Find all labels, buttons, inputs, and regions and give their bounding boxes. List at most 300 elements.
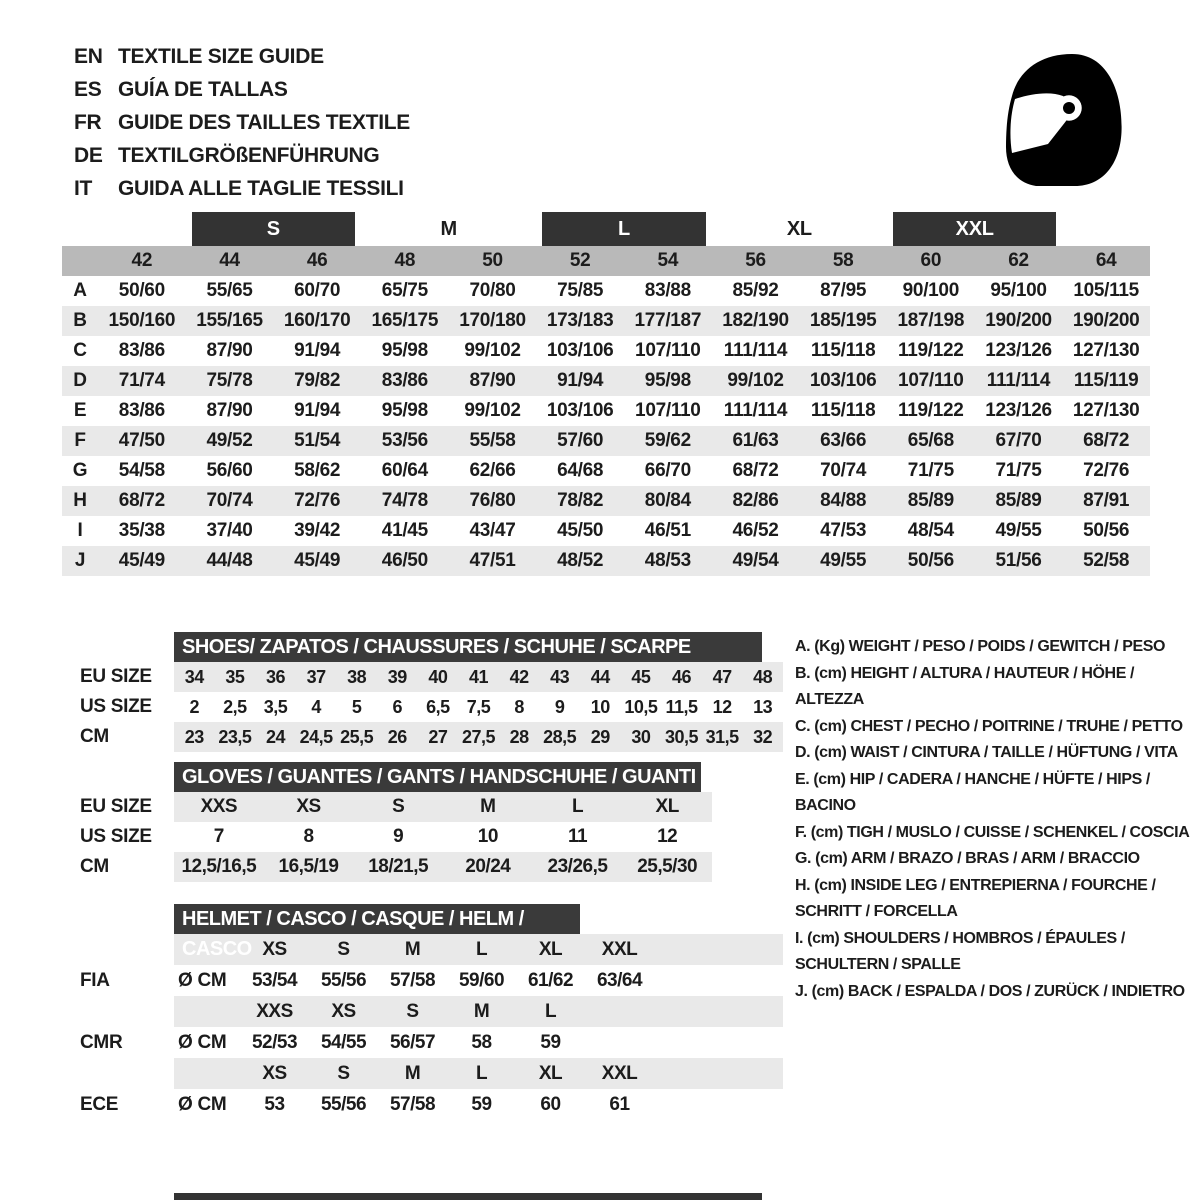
language-code: IT bbox=[74, 177, 93, 200]
helmet-size-value: M bbox=[473, 1000, 490, 1022]
helmet-size-value: M bbox=[404, 938, 421, 960]
helmet-size-value: XXS bbox=[256, 1000, 293, 1022]
measurement-value: 84/88 bbox=[820, 490, 867, 511]
shoes-size-value: 28 bbox=[509, 726, 529, 747]
measurement-value: 59/62 bbox=[644, 430, 691, 451]
measurement-value: 71/75 bbox=[907, 460, 954, 481]
helmet-size-value: 59/60 bbox=[458, 969, 505, 991]
measurement-value: 37/40 bbox=[206, 520, 253, 541]
measurement-value: 47/51 bbox=[469, 550, 516, 571]
measurement-value: 103/106 bbox=[546, 340, 614, 361]
shoes-size-value: 34 bbox=[184, 666, 204, 687]
language-row bbox=[74, 106, 410, 139]
measurement-value: 85/89 bbox=[907, 490, 954, 511]
numeric-size: 42 bbox=[131, 250, 153, 271]
helmet-row-label bbox=[62, 1058, 174, 1089]
helmet-row bbox=[62, 1027, 783, 1058]
measurement-row bbox=[62, 516, 1150, 546]
measurement-value: 46/52 bbox=[732, 520, 779, 541]
helmet-row bbox=[62, 934, 783, 965]
measurement-value: 87/90 bbox=[469, 370, 516, 391]
measurement-row bbox=[62, 366, 1150, 396]
measurement-value: 115/118 bbox=[810, 400, 876, 421]
shoes-size-value: 38 bbox=[347, 666, 367, 687]
measurement-value: 119/122 bbox=[898, 340, 964, 361]
gloves-row-label: US SIZE bbox=[62, 822, 174, 852]
gloves-size-value: XL bbox=[655, 796, 679, 817]
gloves-size-value: 23/26,5 bbox=[547, 856, 608, 877]
legend-item: A. (Kg) WEIGHT / PESO / POIDS / GEWITCH / PESO bbox=[795, 638, 1166, 655]
helmet-size-value: XS bbox=[262, 1062, 287, 1084]
measurement-value: 83/86 bbox=[118, 400, 165, 421]
gloves-row-label: CM bbox=[62, 852, 174, 882]
helmet-title-bar: HELMET / CASCO / CASQUE / HELM / CASCO bbox=[174, 904, 580, 934]
numeric-size: 62 bbox=[1008, 250, 1029, 271]
measurement-rows bbox=[62, 276, 1150, 576]
gloves-size-value: 12 bbox=[657, 826, 678, 847]
gloves-size-value: 20/24 bbox=[465, 856, 511, 877]
measurement-value: 115/119 bbox=[1073, 370, 1139, 391]
helmet-size-value: 57/58 bbox=[389, 969, 436, 991]
racing-helmet-icon bbox=[982, 36, 1132, 198]
shoes-table bbox=[62, 632, 783, 752]
measurement-row-label: A bbox=[73, 280, 87, 301]
shoes-size-value: 36 bbox=[265, 666, 285, 687]
shoes-row bbox=[62, 722, 783, 752]
measurement-value: 111/114 bbox=[723, 400, 788, 421]
gloves-size-value: XS bbox=[296, 796, 321, 817]
helmet-size-value: L bbox=[475, 1062, 488, 1084]
measurement-value: 68/72 bbox=[1083, 430, 1130, 451]
measurement-row-label: I bbox=[77, 520, 83, 541]
measurement-row bbox=[62, 396, 1150, 426]
measurement-value: 53/56 bbox=[381, 430, 428, 451]
measurement-value: 103/106 bbox=[546, 400, 614, 421]
measurement-row bbox=[62, 486, 1150, 516]
helmet-size-value: 53/54 bbox=[251, 969, 298, 991]
measurement-value: 66/70 bbox=[644, 460, 691, 481]
shoes-size-value: 47 bbox=[712, 666, 732, 687]
shoes-size-value: 5 bbox=[351, 696, 362, 717]
gloves-row bbox=[62, 792, 712, 822]
shoes-size-value: 10 bbox=[590, 696, 610, 717]
shoes-size-value: 9 bbox=[554, 696, 565, 717]
size-band-s: S bbox=[192, 212, 355, 246]
shoes-size-value: 35 bbox=[225, 666, 245, 687]
measurement-value: 119/122 bbox=[898, 400, 964, 421]
measurement-value: 83/86 bbox=[381, 370, 428, 391]
gloves-size-value: XXS bbox=[200, 796, 238, 817]
shoes-size-value: 27,5 bbox=[461, 726, 496, 747]
measurement-value: 91/94 bbox=[294, 400, 341, 421]
measurement-value: 127/130 bbox=[1072, 400, 1140, 421]
measurement-value: 123/126 bbox=[985, 340, 1052, 361]
measurement-value: 111/114 bbox=[723, 340, 788, 361]
lower-section bbox=[0, 632, 1200, 1120]
measurement-value: 51/54 bbox=[294, 430, 341, 451]
legend-item: I. (cm) SHOULDERS / HOMBROS / ÉPAULES / SCHULTERN / SPALLE bbox=[795, 929, 1125, 973]
shoes-size-value: 25,5 bbox=[340, 726, 374, 747]
measurement-value: 123/126 bbox=[985, 400, 1052, 421]
measurement-value: 190/200 bbox=[985, 310, 1052, 331]
measurement-row bbox=[62, 546, 1150, 576]
shoes-size-value: 28,5 bbox=[543, 726, 577, 747]
measurement-value: 107/110 bbox=[898, 370, 964, 391]
measurement-value: 50/56 bbox=[907, 550, 954, 571]
measurement-value: 87/91 bbox=[1083, 490, 1130, 511]
helmet-row bbox=[62, 965, 783, 996]
helmet-size-value: L bbox=[544, 1000, 557, 1022]
measurement-value: 82/86 bbox=[732, 490, 779, 511]
measurement-legend bbox=[795, 634, 1200, 1120]
measurement-value: 70/74 bbox=[206, 490, 253, 511]
measurement-value: 68/72 bbox=[118, 490, 165, 511]
helmet-size-value: 58 bbox=[471, 1031, 492, 1053]
gloves-size-value: 7 bbox=[213, 826, 224, 847]
measurement-value: 80/84 bbox=[644, 490, 691, 511]
measurement-value: 49/54 bbox=[732, 550, 779, 571]
helmet-size-value: L bbox=[475, 938, 488, 960]
measurement-value: 65/75 bbox=[381, 280, 428, 301]
measurement-value: 44/48 bbox=[206, 550, 253, 571]
measurement-value: 115/118 bbox=[810, 340, 876, 361]
cropped-section-bar bbox=[174, 1193, 762, 1200]
measurement-value: 63/66 bbox=[820, 430, 867, 451]
helmet-size-value: S bbox=[406, 1000, 419, 1022]
language-row bbox=[74, 139, 410, 172]
measurement-value: 45/49 bbox=[294, 550, 341, 571]
size-band-row bbox=[62, 212, 1150, 246]
shoes-size-value: 37 bbox=[306, 666, 326, 687]
shoes-size-value: 10,5 bbox=[624, 696, 658, 717]
measurement-value: 87/95 bbox=[820, 280, 867, 301]
numeric-size: 58 bbox=[832, 250, 854, 271]
measurement-value: 99/102 bbox=[727, 370, 784, 391]
helmet-size-value: XL bbox=[538, 1062, 563, 1084]
language-code: DE bbox=[74, 144, 103, 167]
measurement-value: 90/100 bbox=[902, 280, 959, 301]
shoes-size-value: 23,5 bbox=[218, 726, 252, 747]
language-row bbox=[74, 172, 410, 205]
helmet-size-value: XL bbox=[538, 938, 563, 960]
helmet-table bbox=[62, 904, 783, 1120]
helmet-size-value: 55/56 bbox=[320, 1093, 367, 1115]
measurement-value: 47/50 bbox=[118, 430, 165, 451]
measurement-row-label: J bbox=[74, 550, 86, 571]
measurement-value: 51/56 bbox=[995, 550, 1042, 571]
measurement-value: 185/195 bbox=[809, 310, 877, 331]
measurement-row-label: D bbox=[73, 370, 87, 391]
size-band-xxl: XXL bbox=[893, 212, 1056, 246]
helmet-size-value: 52/53 bbox=[251, 1031, 298, 1053]
measurement-value: 64/68 bbox=[557, 460, 604, 481]
shoes-size-value: 11,5 bbox=[665, 696, 698, 717]
measurement-row-label: C bbox=[73, 340, 87, 361]
gloves-size-value: 10 bbox=[477, 826, 498, 847]
helmet-size-value: 57/58 bbox=[389, 1093, 436, 1115]
measurement-value: 187/198 bbox=[897, 310, 965, 331]
measurement-value: 46/51 bbox=[644, 520, 691, 541]
measurement-value: 48/52 bbox=[557, 550, 604, 571]
measurement-value: 160/170 bbox=[283, 310, 351, 331]
helmet-size-value: M bbox=[404, 1062, 421, 1084]
measurement-value: 72/76 bbox=[1083, 460, 1130, 481]
shoes-row-label: EU SIZE bbox=[62, 662, 174, 692]
measurement-value: 95/98 bbox=[381, 400, 428, 421]
helmet-size-value: XS bbox=[331, 1000, 356, 1022]
shoes-row bbox=[62, 692, 783, 722]
helmet-size-value: 63/64 bbox=[596, 969, 643, 991]
measurement-value: 74/78 bbox=[381, 490, 428, 511]
measurement-value: 57/60 bbox=[557, 430, 604, 451]
measurement-value: 95/100 bbox=[990, 280, 1047, 301]
shoes-size-value: 6 bbox=[392, 696, 403, 717]
measurement-value: 76/80 bbox=[469, 490, 516, 511]
helmet-size-value: 61 bbox=[609, 1093, 630, 1115]
language-row bbox=[74, 40, 410, 73]
measurement-value: 45/50 bbox=[557, 520, 604, 541]
shoes-size-value: 32 bbox=[753, 726, 773, 747]
numeric-size: 44 bbox=[219, 250, 240, 271]
measurement-value: 83/86 bbox=[118, 340, 165, 361]
shoes-size-value: 31,5 bbox=[705, 726, 739, 747]
measurement-value: 70/80 bbox=[469, 280, 516, 301]
measurement-value: 190/200 bbox=[1072, 310, 1140, 331]
language-title: GUÍA DE TALLAS bbox=[118, 78, 288, 101]
gloves-size-value: 8 bbox=[303, 826, 314, 847]
measurement-value: 43/47 bbox=[469, 520, 516, 541]
measurement-value: 95/98 bbox=[644, 370, 691, 391]
measurement-value: 87/90 bbox=[206, 400, 253, 421]
numeric-size: 52 bbox=[569, 250, 591, 271]
helmet-size-value: XS bbox=[262, 938, 287, 960]
language-code: EN bbox=[74, 45, 103, 68]
measurement-row-label: G bbox=[72, 460, 88, 481]
measurement-value: 170/180 bbox=[459, 310, 526, 331]
shoes-size-value: 48 bbox=[753, 666, 773, 687]
measurement-row bbox=[62, 336, 1150, 366]
measurement-value: 50/60 bbox=[118, 280, 165, 301]
shoes-row bbox=[62, 662, 783, 692]
helmet-row-label: ECE bbox=[62, 1089, 174, 1120]
helmet-size-value: 60 bbox=[540, 1093, 561, 1115]
helmet-size-value: XXL bbox=[601, 1062, 638, 1084]
legend-item: D. (cm) WAIST / CINTURA / TAILLE / HÜFTUNG / VITA bbox=[795, 744, 1178, 761]
measurement-value: 173/183 bbox=[546, 310, 614, 331]
helmet-size-value: 55/56 bbox=[320, 969, 367, 991]
measurement-value: 95/98 bbox=[381, 340, 428, 361]
measurement-value: 70/74 bbox=[820, 460, 867, 481]
gloves-row bbox=[62, 852, 712, 882]
shoes-size-value: 7,5 bbox=[466, 696, 491, 717]
shoes-size-value: 29 bbox=[590, 726, 610, 747]
gloves-size-value: 12,5/16,5 bbox=[181, 856, 257, 877]
shoes-size-value: 2,5 bbox=[223, 696, 247, 717]
shoes-size-value: 24 bbox=[265, 726, 285, 747]
helmet-size-value: 59 bbox=[540, 1031, 561, 1053]
measurement-value: 35/38 bbox=[118, 520, 165, 541]
measurement-value: 182/190 bbox=[722, 310, 789, 331]
gloves-size-value: 18/21,5 bbox=[368, 856, 429, 877]
measurement-value: 68/72 bbox=[732, 460, 779, 481]
helmet-size-value: 54/55 bbox=[320, 1031, 367, 1053]
measurement-value: 71/75 bbox=[995, 460, 1042, 481]
measurement-value: 56/60 bbox=[206, 460, 253, 481]
helmet-diameter-unit: Ø CM bbox=[178, 969, 227, 991]
measurement-value: 99/102 bbox=[464, 400, 521, 421]
measurement-value: 65/68 bbox=[907, 430, 954, 451]
shoes-size-value: 30 bbox=[631, 726, 651, 747]
numeric-size: 46 bbox=[306, 250, 328, 271]
measurement-value: 83/88 bbox=[644, 280, 691, 301]
shoes-size-value: 44 bbox=[590, 666, 610, 687]
measurement-value: 91/94 bbox=[294, 340, 341, 361]
textile-size-table bbox=[62, 212, 1150, 576]
shoes-size-value: 2 bbox=[189, 696, 200, 717]
shoes-size-value: 30,5 bbox=[664, 726, 699, 747]
shoes-size-value: 26 bbox=[387, 726, 407, 747]
shoes-size-value: 39 bbox=[387, 666, 407, 687]
gloves-size-value: 11 bbox=[567, 826, 588, 847]
shoes-size-value: 3,5 bbox=[263, 696, 288, 717]
measurement-value: 87/90 bbox=[206, 340, 253, 361]
measurement-value: 75/78 bbox=[206, 370, 253, 391]
helmet-row bbox=[62, 1058, 783, 1089]
helmet-size-value: 59 bbox=[471, 1093, 492, 1115]
measurement-value: 107/110 bbox=[635, 340, 701, 361]
measurement-row bbox=[62, 456, 1150, 486]
measurement-value: 61/63 bbox=[732, 430, 779, 451]
measurement-value: 54/58 bbox=[118, 460, 165, 481]
gloves-title-bar: GLOVES / GUANTES / GANTS / HANDSCHUHE / GUANTI bbox=[174, 762, 701, 792]
shoes-row-label: CM bbox=[62, 722, 174, 752]
measurement-row-label: B bbox=[73, 310, 87, 331]
legend-item: B. (cm) HEIGHT / ALTURA / HAUTEUR / HÖHE / ALTEZZA bbox=[795, 664, 1135, 708]
shoes-row-label: US SIZE bbox=[62, 692, 174, 722]
measurement-row bbox=[62, 276, 1150, 306]
gloves-size-value: M bbox=[480, 796, 496, 817]
measurement-value: 85/92 bbox=[732, 280, 779, 301]
measurement-value: 55/58 bbox=[469, 430, 516, 451]
measurement-row bbox=[62, 306, 1150, 336]
measurement-value: 111/114 bbox=[986, 370, 1051, 391]
helmet-row bbox=[62, 996, 783, 1027]
measurement-value: 41/45 bbox=[381, 520, 428, 541]
measurement-row bbox=[62, 426, 1150, 456]
helmet-diameter-unit: Ø CM bbox=[178, 1031, 227, 1053]
measurement-value: 91/94 bbox=[557, 370, 604, 391]
measurement-value: 78/82 bbox=[557, 490, 604, 511]
numeric-size-header-row bbox=[62, 246, 1150, 276]
shoes-size-value: 23 bbox=[184, 726, 204, 747]
measurement-value: 48/53 bbox=[644, 550, 691, 571]
language-row bbox=[74, 73, 410, 106]
shoes-size-value: 42 bbox=[509, 666, 529, 687]
shoes-size-value: 46 bbox=[671, 666, 691, 687]
gloves-size-value: 16,5/19 bbox=[278, 856, 339, 877]
helmet-size-value: 61/62 bbox=[527, 969, 574, 991]
measurement-row-label: F bbox=[74, 430, 86, 451]
helmet-size-value: 56/57 bbox=[389, 1031, 436, 1053]
shoes-title-bar: SHOES/ ZAPATOS / CHAUSSURES / SCHUHE / SCARPE bbox=[174, 632, 762, 662]
measurement-value: 60/64 bbox=[381, 460, 428, 481]
measurement-value: 105/115 bbox=[1073, 280, 1139, 301]
numeric-size: 56 bbox=[745, 250, 766, 271]
accessory-tables bbox=[62, 632, 783, 1120]
numeric-size: 50 bbox=[482, 250, 503, 271]
measurement-value: 127/130 bbox=[1072, 340, 1140, 361]
shoes-size-value: 13 bbox=[753, 696, 773, 717]
shoes-size-value: 12 bbox=[712, 696, 732, 717]
helmet-row bbox=[62, 1089, 783, 1120]
measurement-value: 50/56 bbox=[1083, 520, 1130, 541]
language-title: TEXTILGRÖßENFÜHRUNG bbox=[118, 144, 380, 167]
measurement-row-label: H bbox=[73, 490, 87, 511]
shoes-size-value: 8 bbox=[514, 696, 524, 717]
language-list bbox=[74, 40, 410, 205]
language-title: GUIDA ALLE TAGLIE TESSILI bbox=[118, 177, 404, 200]
legend-item: E. (cm) HIP / CADERA / HANCHE / HÜFTE / HIPS / BACINO bbox=[795, 770, 1150, 814]
measurement-value: 85/89 bbox=[995, 490, 1042, 511]
measurement-value: 58/62 bbox=[294, 460, 341, 481]
legend-item: F. (cm) TIGH / MUSLO / CUISSE / SCHENKEL / COSCIA bbox=[795, 823, 1190, 841]
measurement-value: 177/187 bbox=[634, 310, 702, 331]
legend-item: C. (cm) CHEST / PECHO / POITRINE / TRUHE / PETTO bbox=[795, 717, 1183, 735]
shoes-size-value: 27 bbox=[428, 726, 448, 747]
helmet-row-label bbox=[62, 996, 174, 1027]
numeric-size: 60 bbox=[920, 250, 942, 271]
measurement-value: 47/53 bbox=[820, 520, 867, 541]
measurement-value: 165/175 bbox=[371, 310, 439, 331]
legend-item: H. (cm) INSIDE LEG / ENTREPIERNA / FOURCHE / SCHRITT / FORCELLA bbox=[795, 876, 1156, 920]
measurement-value: 107/110 bbox=[635, 400, 701, 421]
measurement-value: 79/82 bbox=[294, 370, 341, 391]
measurement-value: 71/74 bbox=[118, 370, 165, 391]
shoes-size-value: 24,5 bbox=[299, 726, 333, 747]
numeric-size: 54 bbox=[657, 250, 679, 271]
measurement-value: 49/55 bbox=[995, 520, 1042, 541]
numeric-size: 64 bbox=[1095, 250, 1117, 271]
language-title: TEXTILE SIZE GUIDE bbox=[118, 45, 324, 68]
shoes-size-value: 45 bbox=[631, 666, 651, 687]
measurement-value: 49/52 bbox=[206, 430, 253, 451]
page-header bbox=[0, 0, 1200, 212]
shoes-size-value: 6,5 bbox=[426, 696, 450, 717]
measurement-value: 46/50 bbox=[381, 550, 428, 571]
gloves-table bbox=[62, 762, 783, 882]
measurement-value: 39/42 bbox=[294, 520, 341, 541]
measurement-value: 45/49 bbox=[118, 550, 165, 571]
size-band-m: M bbox=[440, 218, 457, 240]
measurement-row-label: E bbox=[73, 400, 87, 421]
helmet-size-value: S bbox=[337, 1062, 350, 1084]
size-band-xl: XL bbox=[786, 218, 812, 240]
measurement-value: 99/102 bbox=[464, 340, 521, 361]
measurement-value: 62/66 bbox=[469, 460, 516, 481]
language-title: GUIDE DES TAILLES TEXTILE bbox=[118, 111, 410, 134]
measurement-value: 52/58 bbox=[1083, 550, 1130, 571]
helmet-row-label bbox=[62, 934, 174, 965]
measurement-value: 48/54 bbox=[907, 520, 954, 541]
numeric-size: 48 bbox=[394, 250, 416, 271]
gloves-size-value: S bbox=[392, 796, 405, 817]
gloves-size-value: 25,5/30 bbox=[637, 856, 698, 877]
language-code: ES bbox=[74, 78, 102, 101]
helmet-diameter-unit: Ø CM bbox=[178, 1093, 227, 1115]
gloves-size-value: 9 bbox=[393, 826, 404, 847]
shoes-size-value: 40 bbox=[428, 666, 448, 687]
measurement-value: 103/106 bbox=[809, 370, 877, 391]
